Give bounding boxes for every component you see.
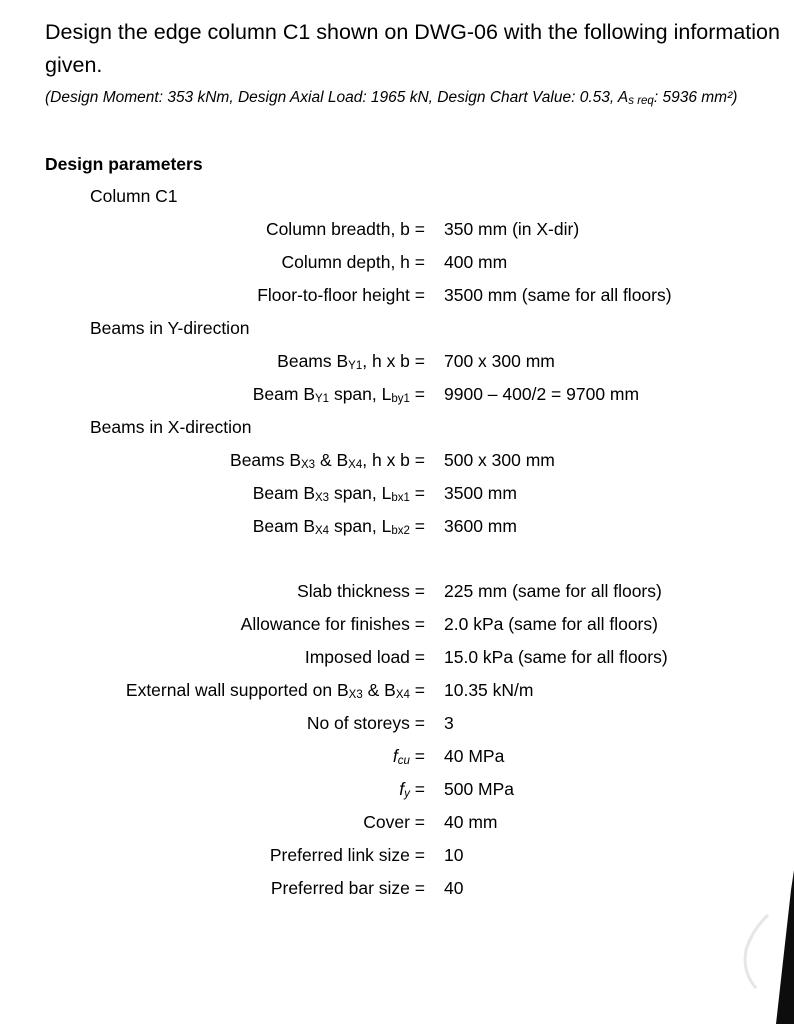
param-row-link-size (0, 843, 794, 867)
corner-decoration-graphic (734, 870, 794, 1024)
param-value: 400 mm (444, 252, 508, 272)
param-value: 500 x 300 mm (444, 450, 555, 470)
param-label: Beams $B_{X3}$ & $B_{X4}$, h x b = (230, 450, 425, 471)
section-heading: Design parameters (45, 154, 203, 174)
param-value: 10.35 kN/m (444, 680, 534, 700)
param-row-finishes (0, 612, 794, 636)
param-value: 3 (444, 713, 454, 733)
group-heading-beams-x: Beams in X-direction (90, 417, 252, 437)
param-value: 3500 mm (444, 483, 517, 503)
param-row-external-wall (0, 678, 794, 702)
param-value: 3500 mm (same for all floors) (444, 285, 672, 305)
param-label: External wall supported on $B_{X3}$ & $B_{X4}$ = (125, 680, 425, 701)
param-label: Slab thickness = (297, 581, 425, 601)
param-row-beam-x4-span (0, 514, 794, 538)
param-value: 15.0 kPa (same for all floors) (444, 647, 668, 667)
param-row-fy (0, 777, 794, 801)
param-row-bar-size (0, 876, 794, 900)
param-row-column-depth (0, 250, 794, 274)
param-row-beam-y1-span (0, 382, 794, 406)
param-value: 225 mm (same for all floors) (444, 581, 662, 601)
param-row-storeys (0, 711, 794, 735)
param-value: 350 mm (in X-dir) (444, 219, 580, 239)
param-row-beam-y1-dimensions (0, 349, 794, 373)
param-value: 40 mm (444, 812, 498, 832)
param-label: Column breadth, b = (265, 219, 425, 239)
param-label: Preferred bar size = (270, 878, 425, 898)
param-value: 700 x 300 mm (444, 351, 555, 371)
param-label: Beam $B_{Y1}$ span, $L_{by1}$ = (252, 384, 425, 405)
param-value: 10 (444, 845, 464, 865)
param-label: Imposed load = (304, 647, 425, 667)
param-label: Allowance for finishes = (240, 614, 425, 634)
param-label: $f_{cu}$ = (392, 746, 425, 767)
design-summary: (Design Moment: 353 kNm, Design Axial Load: 1965 kN, Design Chart Value: 0.53, $A_{s req}$: 5936 mm²) (45, 89, 738, 107)
param-row-beam-x3-span (0, 481, 794, 505)
group-heading-column: Column C1 (90, 186, 178, 206)
param-row-column-breadth (0, 217, 794, 241)
param-row-floor-height (0, 283, 794, 307)
param-row-slab-thickness (0, 579, 794, 603)
param-label: Column depth, h = (281, 252, 425, 272)
param-label: Floor-to-floor height = (257, 285, 425, 305)
param-value: 9900 – 400/2 = 9700 mm (444, 384, 640, 404)
param-label: $f_y$ = (399, 779, 425, 800)
param-value: 3600 mm (444, 516, 517, 536)
param-row-beam-x-dimensions (0, 448, 794, 472)
param-row-fcu (0, 744, 794, 768)
param-label: Beam $B_{X4}$ span, $L_{bx2}$ = (252, 516, 425, 537)
param-value: 40 (444, 878, 464, 898)
param-label: No of storeys = (306, 713, 425, 733)
param-row-cover (0, 810, 794, 834)
page-title: Design the edge column C1 shown on DWG-06 with the following information given. (45, 20, 780, 77)
param-label: Beams $B_{Y1}$, h x b = (277, 351, 425, 372)
param-row-imposed-load (0, 645, 794, 669)
param-label: Preferred link size = (269, 845, 425, 865)
param-label: Cover = (363, 812, 425, 832)
param-value: 2.0 kPa (same for all floors) (444, 614, 658, 634)
param-value: 500 MPa (444, 779, 515, 799)
group-heading-beams-y: Beams in Y-direction (90, 318, 250, 338)
param-value: 40 MPa (444, 746, 505, 766)
param-label: Beam $B_{X3}$ span, $L_{bx1}$ = (252, 483, 425, 504)
